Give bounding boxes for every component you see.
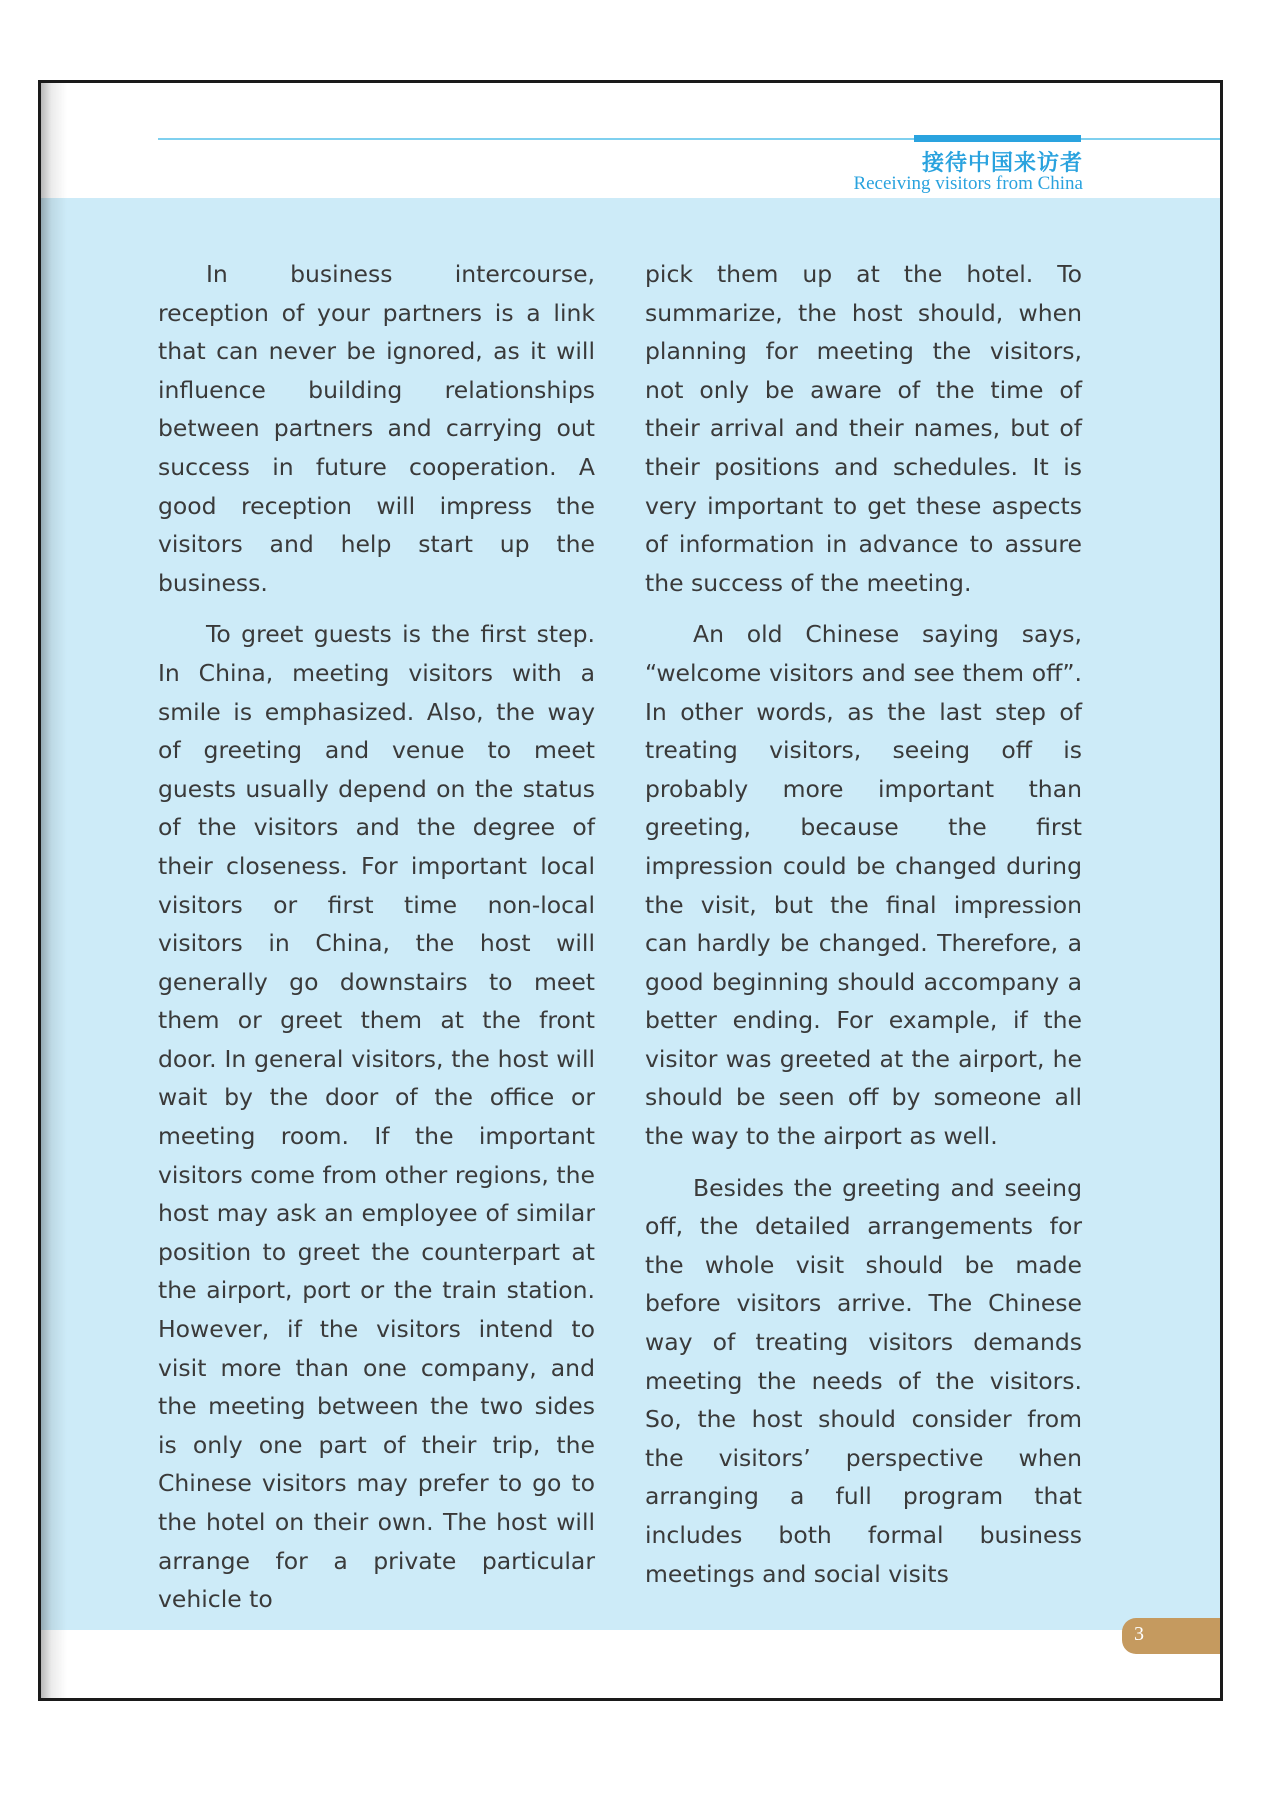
running-header-chinese: 接待中国来访者 — [921, 151, 1083, 176]
paragraph: Besides the greeting and seeing off, the detailed arrangements for the whole visit should be made before visitors arrive. The Chinese way of treating visitors demands meeting the needs of the visitors. So, the host should consider from the visitors’ perspective when arranging a full program that includes both formal business meetings and social visits — [645, 1173, 1082, 1588]
left-text-column — [158, 255, 595, 1632]
paragraph: To greet guests is the first step. In China, meeting visitors with a smile is emphasized. Also, the way of greeting and venue to meet guests usually depend on the status of the visitors and the degree of their closeness. For important local visitors or first time non-local visitors in China, the host will generally go downstairs to meet them or greet them at the front door. In general visitors, the host will wait by the door of the office or meeting room. If the important visitors come from other regions, the host may ask an employee of similar position to greet the counterpart at the airport, port or the train station. However, if the visitors intend to visit more than one company, and the meeting between the two sides is only one part of their trip, the Chinese visitors may prefer to go to the hotel on their own. The host will arrange for a private particular vehicle to — [158, 620, 595, 1614]
header-accent-bar — [914, 135, 1081, 142]
book-page — [38, 80, 1223, 1701]
page-number: 3 — [1134, 1623, 1144, 1645]
page-number-tab — [1122, 1618, 1220, 1654]
paragraph: pick them up at the hotel. To summarize, the host should, when planning for meeting the visitors, not only be aware of the time of their arrival and their names, but of their positions and schedules. It is very important to get these aspects of information in advance to assure the success of the meeting. — [645, 260, 1082, 597]
paragraph: An old Chinese saying says, “welcome visitors and see them off”. In other words, as the last step of treating visitors, seeing off is probably more important than greeting, because the first impression could be changed during the visit, but the final impression can hardly be changed. Therefore, a good beginning should accompany a better ending. For example, if the visitor was greeted at the airport, he should be seen off by someone all the way to the airport as well. — [645, 620, 1082, 1151]
paragraph: In business intercourse, reception of your partners is a link that can never be ignored, as it will influence building relationships between partners and carrying out success in future cooperation. A good reception will impress the visitors and help start up the business. — [158, 260, 595, 597]
running-header-english: Receiving visitors from China — [853, 173, 1083, 194]
right-text-column — [645, 255, 1082, 1606]
